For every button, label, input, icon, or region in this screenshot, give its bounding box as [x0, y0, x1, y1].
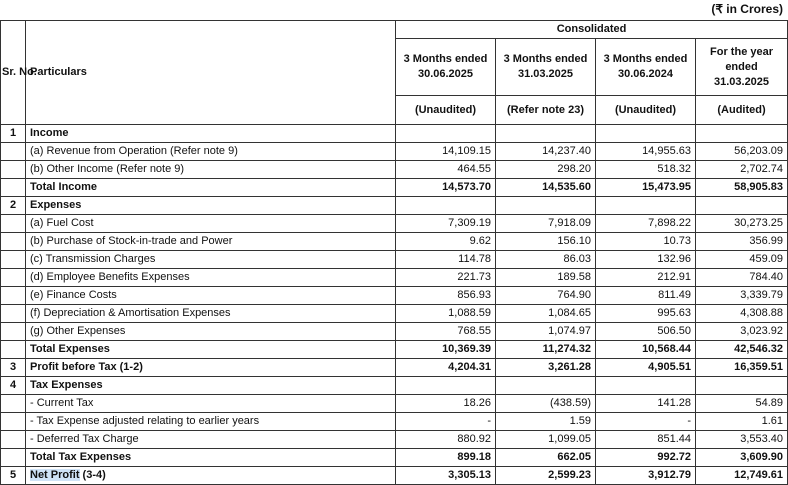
row-sr-no: 5 [1, 467, 26, 485]
row-value-col-3: - [596, 413, 696, 431]
table-row [1, 341, 788, 359]
status-header-3: (Unaudited) [596, 96, 696, 125]
row-value-col-3 [596, 377, 696, 395]
table-row [1, 197, 788, 215]
row-particulars [26, 359, 396, 377]
header-row-consolidated [1, 21, 788, 39]
row-particulars [26, 305, 396, 323]
row-value-col-1: 9.62 [396, 233, 496, 251]
row-particulars [26, 341, 396, 359]
row-value-col-1: 14,109.15 [396, 143, 496, 161]
row-sr-no [1, 449, 26, 467]
row-value-col-3: 4,905.51 [596, 359, 696, 377]
row-sr-no: 4 [1, 377, 26, 395]
row-value-col-1: 18.26 [396, 395, 496, 413]
row-value-col-2: 764.90 [496, 287, 596, 305]
table-body [1, 125, 788, 485]
row-value-col-4 [696, 125, 788, 143]
row-value-col-2 [496, 197, 596, 215]
row-value-col-4 [696, 197, 788, 215]
row-particulars [26, 179, 396, 197]
row-sr-no [1, 143, 26, 161]
row-value-col-2: 156.10 [496, 233, 596, 251]
cropped-top-edge [0, 0, 787, 2]
row-value-col-1: 7,309.19 [396, 215, 496, 233]
row-value-col-4: 58,905.83 [696, 179, 788, 197]
unit-label: (₹ in Crores) [711, 2, 783, 16]
row-value-col-2: 14,535.60 [496, 179, 596, 197]
row-value-col-1 [396, 125, 496, 143]
row-label-suffix: (3-4) [79, 469, 106, 481]
row-value-col-1: 1,088.59 [396, 305, 496, 323]
table-row [1, 377, 788, 395]
row-particulars [26, 377, 396, 395]
row-label: Tax Expenses [30, 379, 103, 391]
row-value-col-1: 4,204.31 [396, 359, 496, 377]
row-value-col-4: 356.99 [696, 233, 788, 251]
row-label: (a) Fuel Cost [30, 217, 94, 229]
row-value-col-3: 3,912.79 [596, 467, 696, 485]
row-label: (g) Other Expenses [30, 325, 126, 337]
row-sr-no: 1 [1, 125, 26, 143]
row-value-col-4: 2,702.74 [696, 161, 788, 179]
row-label: - Tax Expense adjusted relating to earlier years [30, 415, 260, 427]
row-label: (a) Revenue from Operation (Refer note 9) [30, 145, 238, 157]
table-row [1, 233, 788, 251]
row-value-col-3: 132.96 [596, 251, 696, 269]
row-value-col-1: 768.55 [396, 323, 496, 341]
table-row [1, 449, 788, 467]
row-value-col-4: 56,203.09 [696, 143, 788, 161]
table-row [1, 323, 788, 341]
table-row [1, 143, 788, 161]
row-sr-no: 3 [1, 359, 26, 377]
row-value-col-3: 10,568.44 [596, 341, 696, 359]
table-row [1, 215, 788, 233]
table-row [1, 305, 788, 323]
row-label: (b) Other Income (Refer note 9) [30, 163, 185, 175]
period-header-4: For the year ended 31.03.2025 [696, 39, 788, 96]
row-value-col-4: 54.89 [696, 395, 788, 413]
sr-no-header [1, 21, 37, 125]
row-value-col-3: 506.50 [596, 323, 696, 341]
row-value-col-1: 114.78 [396, 251, 496, 269]
row-particulars [26, 287, 396, 305]
row-sr-no [1, 395, 26, 413]
row-value-col-3: 992.72 [596, 449, 696, 467]
row-value-col-2: 7,918.09 [496, 215, 596, 233]
row-value-col-3: 10.73 [596, 233, 696, 251]
row-value-col-2: (438.59) [496, 395, 596, 413]
row-sr-no [1, 431, 26, 449]
row-sr-no [1, 179, 26, 197]
row-sr-no [1, 341, 26, 359]
row-value-col-4: 4,308.88 [696, 305, 788, 323]
row-value-col-4: 12,749.61 [696, 467, 788, 485]
period-header-3: 3 Months ended 30.06.2024 [596, 39, 696, 96]
row-value-col-1: 221.73 [396, 269, 496, 287]
row-value-col-4: 30,273.25 [696, 215, 788, 233]
particulars-header-text: Particulars [30, 66, 87, 78]
table-row [1, 359, 788, 377]
row-value-col-3: 14,955.63 [596, 143, 696, 161]
row-sr-no [1, 413, 26, 431]
row-value-col-1: 899.18 [396, 449, 496, 467]
row-value-col-2: 1,099.05 [496, 431, 596, 449]
row-value-col-4: 1.61 [696, 413, 788, 431]
row-value-col-1 [396, 377, 496, 395]
row-value-col-4: 459.09 [696, 251, 788, 269]
table-row [1, 467, 788, 485]
row-value-col-4 [696, 377, 788, 395]
particulars-header [26, 21, 396, 125]
row-label: (c) Transmission Charges [30, 253, 156, 265]
period-header-1: 3 Months ended 30.06.2025 [396, 39, 496, 96]
row-value-col-3: 141.28 [596, 395, 696, 413]
row-particulars [26, 125, 396, 143]
row-value-col-1: 856.93 [396, 287, 496, 305]
row-value-col-3 [596, 125, 696, 143]
row-value-col-1: 464.55 [396, 161, 496, 179]
table-row [1, 251, 788, 269]
row-sr-no [1, 323, 26, 341]
row-value-col-2 [496, 125, 596, 143]
row-sr-no [1, 305, 26, 323]
row-sr-no [1, 161, 26, 179]
row-label: Total Income [30, 181, 98, 193]
row-label: Expenses [30, 199, 82, 211]
row-value-col-3: 518.32 [596, 161, 696, 179]
row-sr-no [1, 233, 26, 251]
row-particulars [26, 467, 396, 485]
row-value-col-4: 16,359.51 [696, 359, 788, 377]
row-particulars [26, 251, 396, 269]
row-value-col-2: 298.20 [496, 161, 596, 179]
row-particulars [26, 269, 396, 287]
row-value-col-4: 3,339.79 [696, 287, 788, 305]
row-label: Income [30, 127, 69, 139]
table-row [1, 125, 788, 143]
status-header-1: (Unaudited) [396, 96, 496, 125]
row-value-col-2: 1.59 [496, 413, 596, 431]
row-value-col-1: - [396, 413, 496, 431]
financial-results-table [0, 20, 788, 485]
row-value-col-4: 3,609.90 [696, 449, 788, 467]
row-value-col-2: 11,274.32 [496, 341, 596, 359]
table-row [1, 161, 788, 179]
consolidated-header: Consolidated [396, 21, 788, 39]
row-value-col-3: 15,473.95 [596, 179, 696, 197]
row-label: (e) Finance Costs [30, 289, 117, 301]
row-sr-no [1, 215, 26, 233]
row-value-col-4: 784.40 [696, 269, 788, 287]
period-header-2: 3 Months ended 31.03.2025 [496, 39, 596, 96]
row-label: (b) Purchase of Stock-in-trade and Power [30, 235, 233, 247]
row-value-col-1: 14,573.70 [396, 179, 496, 197]
status-header-2: (Refer note 23) [496, 96, 596, 125]
row-particulars [26, 233, 396, 251]
row-particulars [26, 431, 396, 449]
row-label: - Current Tax [30, 397, 94, 409]
row-value-col-4: 3,023.92 [696, 323, 788, 341]
row-value-col-2: 14,237.40 [496, 143, 596, 161]
row-sr-no [1, 251, 26, 269]
row-particulars [26, 197, 396, 215]
row-value-col-1 [396, 197, 496, 215]
row-sr-no [1, 269, 26, 287]
row-particulars [26, 323, 396, 341]
row-value-col-2: 1,084.65 [496, 305, 596, 323]
row-value-col-2: 1,074.97 [496, 323, 596, 341]
row-value-col-2 [496, 377, 596, 395]
row-value-col-3: 995.63 [596, 305, 696, 323]
row-value-col-4: 42,546.32 [696, 341, 788, 359]
row-value-col-2: 3,261.28 [496, 359, 596, 377]
row-value-col-2: 189.58 [496, 269, 596, 287]
row-label: Net Profit [30, 469, 80, 481]
row-label: - Deferred Tax Charge [30, 433, 139, 445]
table-row [1, 413, 788, 431]
status-header-4: (Audited) [696, 96, 788, 125]
row-value-col-2: 2,599.23 [496, 467, 596, 485]
row-value-col-3: 811.49 [596, 287, 696, 305]
row-label: (d) Employee Benefits Expenses [30, 271, 190, 283]
row-value-col-4: 3,553.40 [696, 431, 788, 449]
table-row [1, 431, 788, 449]
row-particulars [26, 143, 396, 161]
sr-no-header-text: Sr. No. [2, 66, 37, 78]
row-value-col-1: 3,305.13 [396, 467, 496, 485]
row-particulars [26, 449, 396, 467]
row-value-col-3: 851.44 [596, 431, 696, 449]
row-sr-no: 2 [1, 197, 26, 215]
table-row [1, 395, 788, 413]
row-value-col-2: 662.05 [496, 449, 596, 467]
row-label: (f) Depreciation & Amortisation Expenses [30, 307, 231, 319]
row-value-col-1: 10,369.39 [396, 341, 496, 359]
row-particulars [26, 413, 396, 431]
row-value-col-3 [596, 197, 696, 215]
table-row [1, 287, 788, 305]
row-value-col-3: 7,898.22 [596, 215, 696, 233]
row-label: Total Expenses [30, 343, 110, 355]
table-row [1, 179, 788, 197]
row-label: Profit before Tax (1-2) [30, 361, 143, 373]
row-value-col-3: 212.91 [596, 269, 696, 287]
row-value-col-1: 880.92 [396, 431, 496, 449]
row-particulars [26, 161, 396, 179]
row-label: Total Tax Expenses [30, 451, 132, 463]
row-value-col-2: 86.03 [496, 251, 596, 269]
row-particulars [26, 395, 396, 413]
row-sr-no [1, 287, 26, 305]
table-row [1, 269, 788, 287]
row-particulars [26, 215, 396, 233]
